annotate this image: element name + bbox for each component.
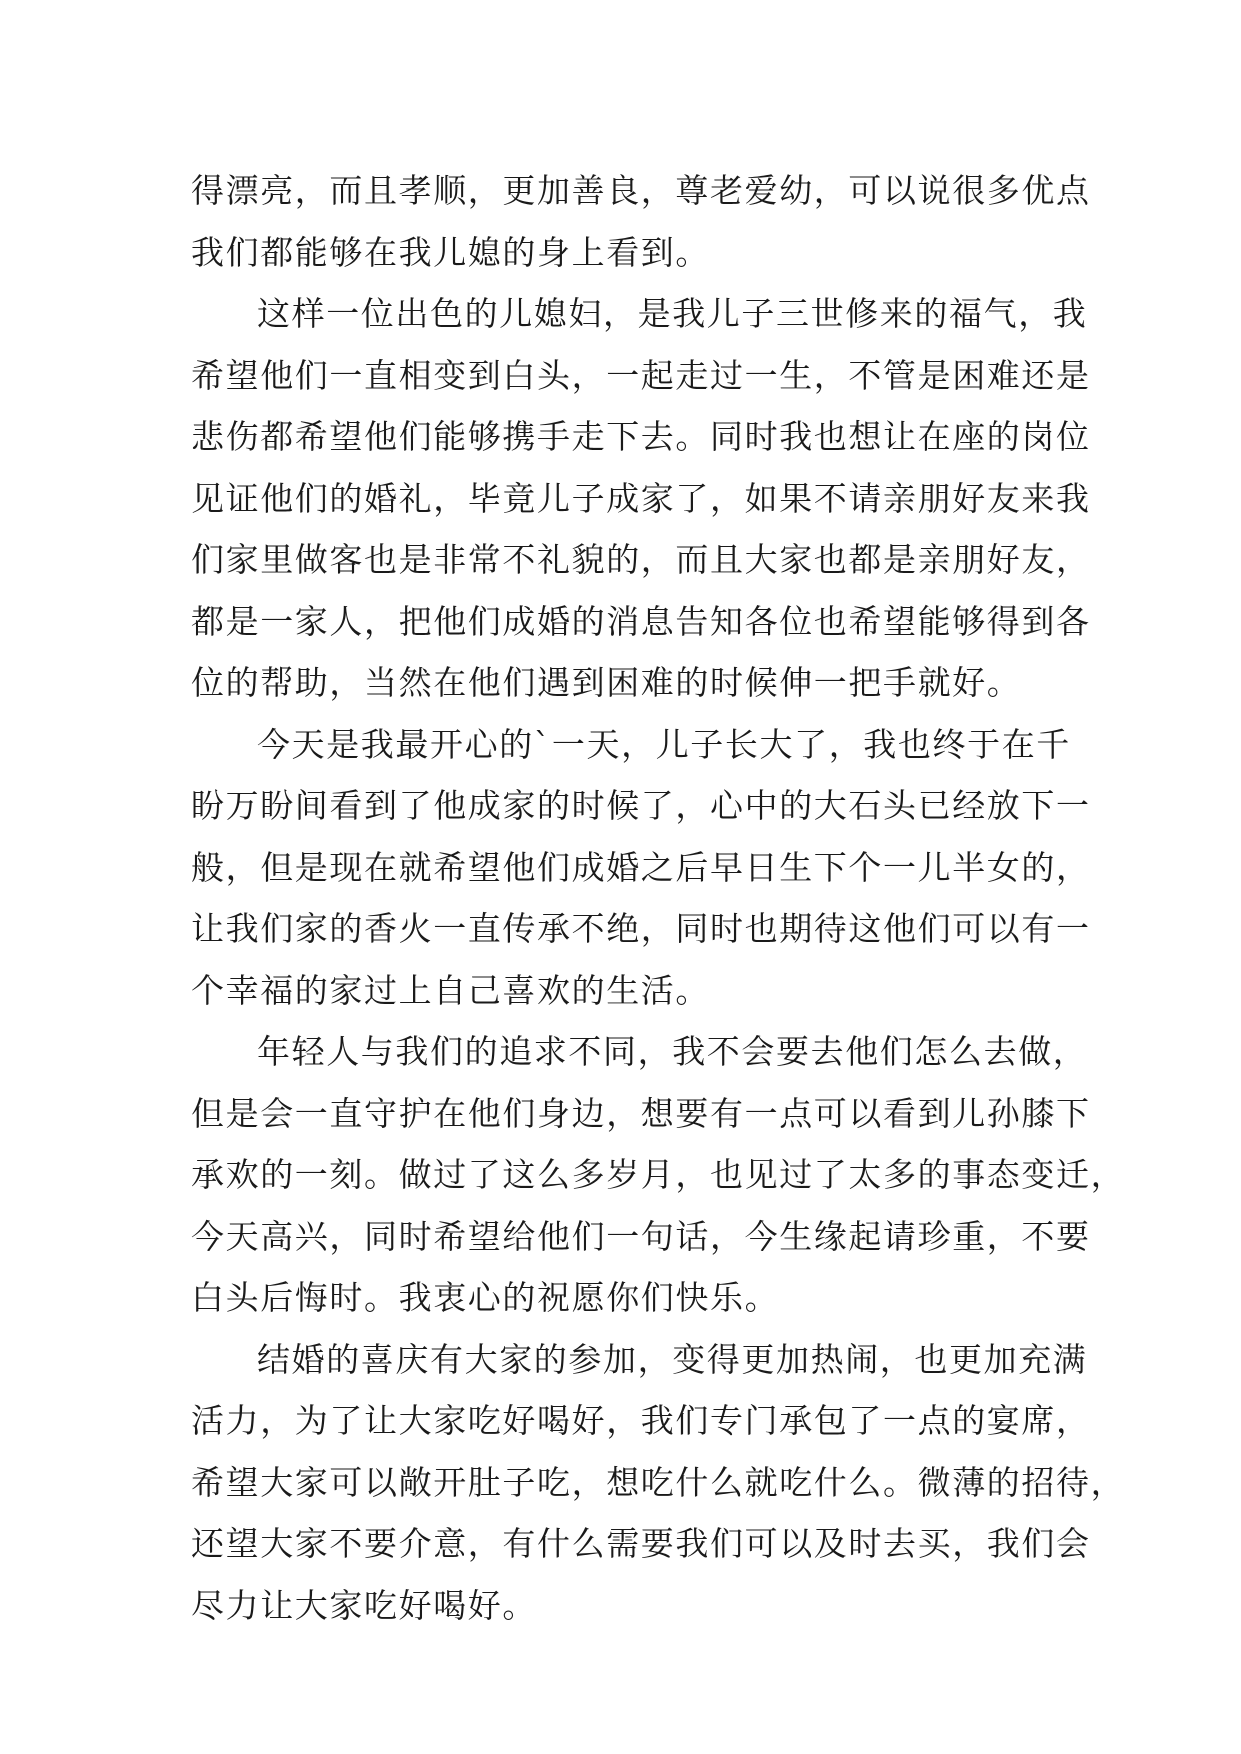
text-line: 得漂亮，而且孝顺，更加善良，尊老爱幼，可以说很多优点 bbox=[191, 171, 1091, 210]
text-line: 让我们家的香火一直传承不绝，同时也期待这他们可以有一 bbox=[191, 909, 1091, 948]
text-line: 悲伤都希望他们能够携手走下去。同时我也想让在座的岗位 bbox=[191, 417, 1091, 456]
paragraph-start-line: 这样一位出色的儿媳妇，是我儿子三世修来的福气，我 bbox=[257, 294, 1088, 333]
text-line: 见证他们的婚礼，毕竟儿子成家了，如果不请亲朋好友来我 bbox=[191, 478, 1091, 518]
text-line: 尽力让大家吃好喝好。 bbox=[191, 1585, 537, 1625]
text-line: 个幸福的家过上自己喜欢的生活。 bbox=[191, 970, 710, 1010]
text-line: 盼万盼间看到了他成家的时候了，心中的大石头已经放下一 bbox=[191, 786, 1091, 825]
text-line: 都是一家人，把他们成婚的消息告知各位也希望能够得到各 bbox=[191, 601, 1091, 641]
text-line: 们家里做客也是非常不礼貌的，而且大家也都是亲朋好友， bbox=[191, 540, 1091, 579]
document-body bbox=[191, 160, 1126, 1636]
text-line: 还望大家不要介意，有什么需要我们可以及时去买，我们会 bbox=[191, 1524, 1091, 1563]
text-line: 般，但是现在就希望他们成婚之后早日生下个一儿半女的， bbox=[191, 847, 1091, 887]
text-line: 希望他们一直相变到白头，一起走过一生，不管是困难还是 bbox=[191, 355, 1091, 395]
paragraph-start-line: 结婚的喜庆有大家的参加，变得更加热闹，也更加充满 bbox=[257, 1339, 1088, 1379]
text-line: 活力，为了让大家吃好喝好，我们专门承包了一点的宴席， bbox=[191, 1401, 1091, 1440]
text-line: 承欢的一刻。做过了这么多岁月，也见过了太多的事态变迁， bbox=[191, 1155, 1126, 1194]
text-line: 位的帮助，当然在他们遇到困难的时候伸一把手就好。 bbox=[191, 663, 1022, 702]
text-line: 希望大家可以敞开肚子吃，想吃什么就吃什么。微薄的招待， bbox=[191, 1462, 1126, 1502]
paragraph-start-line: 年轻人与我们的追求不同，我不会要去他们怎么去做， bbox=[257, 1032, 1088, 1071]
text-line: 白头后悔时。我衷心的祝愿你们快乐。 bbox=[191, 1278, 780, 1317]
paragraph-start-line: 今天是我最开心的`一天，儿子长大了，我也终于在千 bbox=[257, 724, 1071, 764]
text-line: 今天高兴，同时希望给他们一句话，今生缘起请珍重，不要 bbox=[191, 1216, 1091, 1256]
text-line: 我们都能够在我儿媳的身上看到。 bbox=[191, 232, 710, 272]
text-line: 但是会一直守护在他们身边，想要有一点可以看到儿孙膝下 bbox=[191, 1093, 1091, 1133]
